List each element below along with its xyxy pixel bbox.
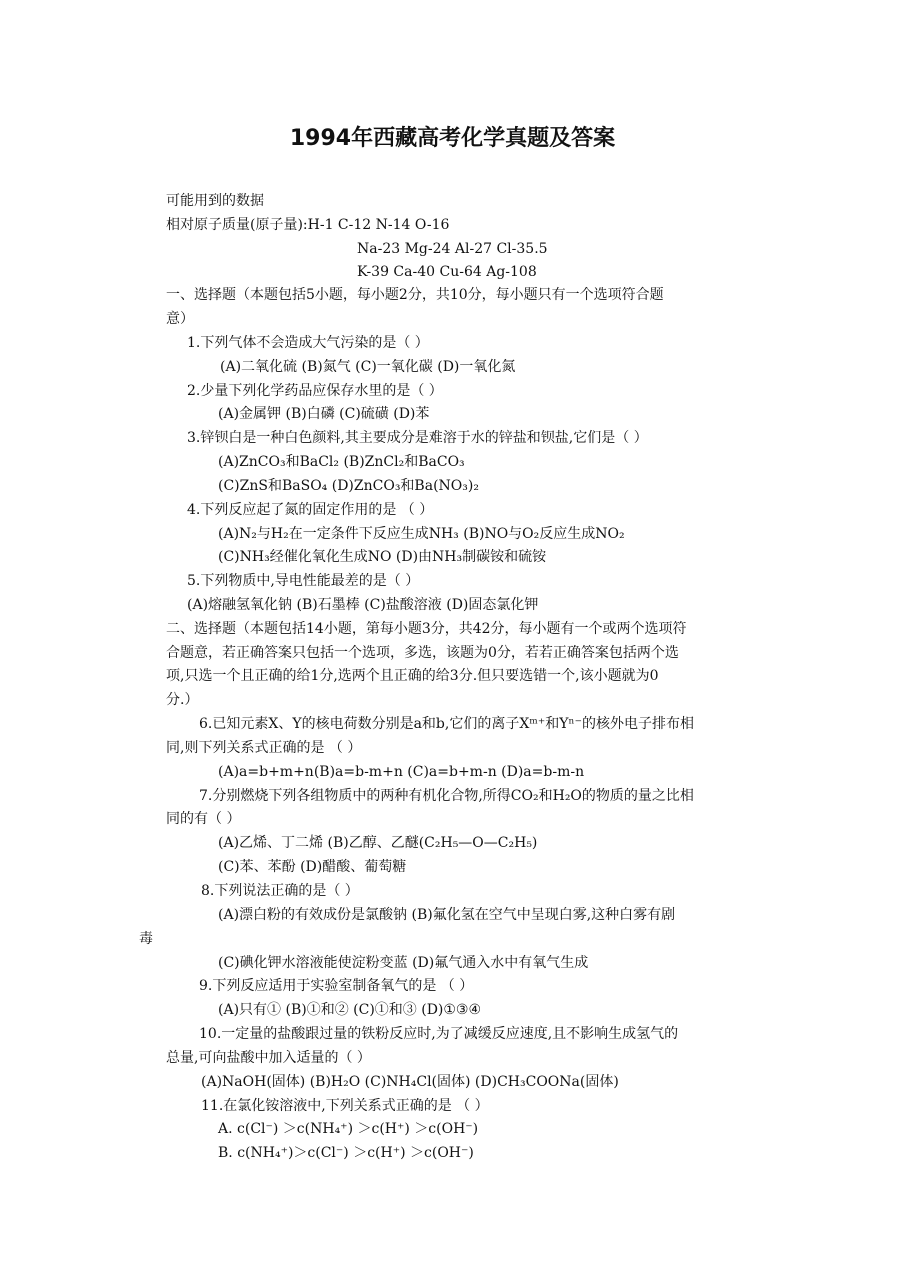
text-line: 5.下列物质中,导电性能最差的是（ ） [187,573,420,589]
text-line: 6.已知元素X、Y的核电荷数分别是a和b,它们的离子Xᵐ⁺和Yⁿ⁻的核外电子排布相 [199,716,694,732]
text-line: (A)ZnCO₃和BaCl₂ (B)ZnCl₂和BaCO₃ [218,454,465,470]
text-line: 10.一定量的盐酸跟过量的铁粉反应时,为了减缓反应速度,且不影响生成氢气的 [199,1026,679,1042]
text-line: 合题意，若正确答案只包括一个选项，多选，该题为0分，若若正确答案包括两个选 [166,645,679,661]
text-line: 相对原子质量(原子量):H-1 C-12 N-14 O-16 [166,217,450,233]
text-line: B. c(NH₄⁺)＞c(Cl⁻) ＞c(H⁺) ＞c(OH⁻) [218,1145,474,1161]
text-line: A. c(Cl⁻) ＞c(NH₄⁺) ＞c(H⁺) ＞c(OH⁻) [218,1121,479,1137]
text-line: (C)苯、苯酚 (D)醋酸、葡萄糖 [218,859,407,875]
text-line: 9.下列反应适用于实验室制备氧气的是 （ ） [199,978,474,994]
text-line: 分.） [166,692,199,708]
text-line: Na-23 Mg-24 Al-27 Cl-35.5 [357,241,548,257]
text-line: (A)N₂与H₂在一定条件下反应生成NH₃ (B)NO与O₂反应生成NO₂ [218,526,625,542]
text-line: 总量,可向盐酸中加入适量的（ ） [166,1050,371,1066]
text-line: 同的有（ ） [166,811,241,827]
text-line: (A)a=b+m+n(B)a=b-m+n (C)a=b+m-n (D)a=b-m-n [218,764,585,780]
text-line: (A)NaOH(固体) (B)H₂O (C)NH₄Cl(固体) (D)CH₃COONa(固体) [201,1074,619,1090]
text-line: (A)乙烯、丁二烯 (B)乙醇、乙醚(C₂H₅—O—C₂H₅) [218,835,538,851]
text-line: 1.下列气体不会造成大气污染的是（ ） [187,335,429,351]
text-line: 2.少量下列化学药品应保存水里的是（ ） [187,383,443,399]
text-line: 二、选择题（本题包括14小题，第每小题3分，共42分，每小题有一个或两个选项符 [166,621,687,637]
text-line: 毒 [139,931,153,947]
text-line: 4.下列反应起了氮的固定作用的是 （ ） [187,502,434,518]
text-line: 可能用到的数据 [166,193,264,209]
text-line: 11.在氯化铵溶液中,下列关系式正确的是 （ ） [201,1098,489,1114]
text-line: 同,则下列关系式正确的是 （ ） [166,740,362,756]
text-line: (C)碘化钾水溶液能使淀粉变蓝 (D)氟气通入水中有氧气生成 [218,955,589,971]
document-title: 1994年西藏高考化学真题及答案 [289,126,616,151]
text-line: 一、选择题（本题包括5小题，每小题2分，共10分，每小题只有一个选项符合题 [166,287,664,303]
text-line: (C)NH₃经催化氧化生成NO (D)由NH₃制碳铵和硫铵 [218,549,547,565]
text-line: (A)只有① (B)①和② (C)①和③ (D)①③④ [218,1002,482,1018]
text-line: K-39 Ca-40 Cu-64 Ag-108 [357,264,537,280]
text-line: (C)ZnS和BaSO₄ (D)ZnCO₃和Ba(NO₃)₂ [218,478,479,494]
text-line: 7.分别燃烧下列各组物质中的两种有机化合物,所得CO₂和H₂O的物质的量之比相 [199,788,694,804]
text-line: 8.下列说法正确的是（ ） [201,883,359,899]
text-line: 3.锌钡白是一种白色颜料,其主要成分是难溶于水的锌盐和钡盐,它们是（ ） [187,430,648,446]
text-line: 意） [166,311,194,327]
text-line: (A)金属钾 (B)白磷 (C)硫磺 (D)苯 [218,406,430,422]
text-line: (A)熔融氢氧化钠 (B)石墨棒 (C)盐酸溶液 (D)固态氯化钾 [187,597,539,613]
text-line: (A)漂白粉的有效成份是氯酸钠 (B)氟化氢在空气中呈现白雾,这种白雾有剧 [218,907,676,923]
text-line: 项,只选一个且正确的给1分,选两个且正确的给3分.但只要选错一个,该小题就为0 [166,668,659,684]
text-line: (A)二氧化硫 (B)氮气 (C)一氧化碳 (D)一氧化氮 [220,359,516,375]
